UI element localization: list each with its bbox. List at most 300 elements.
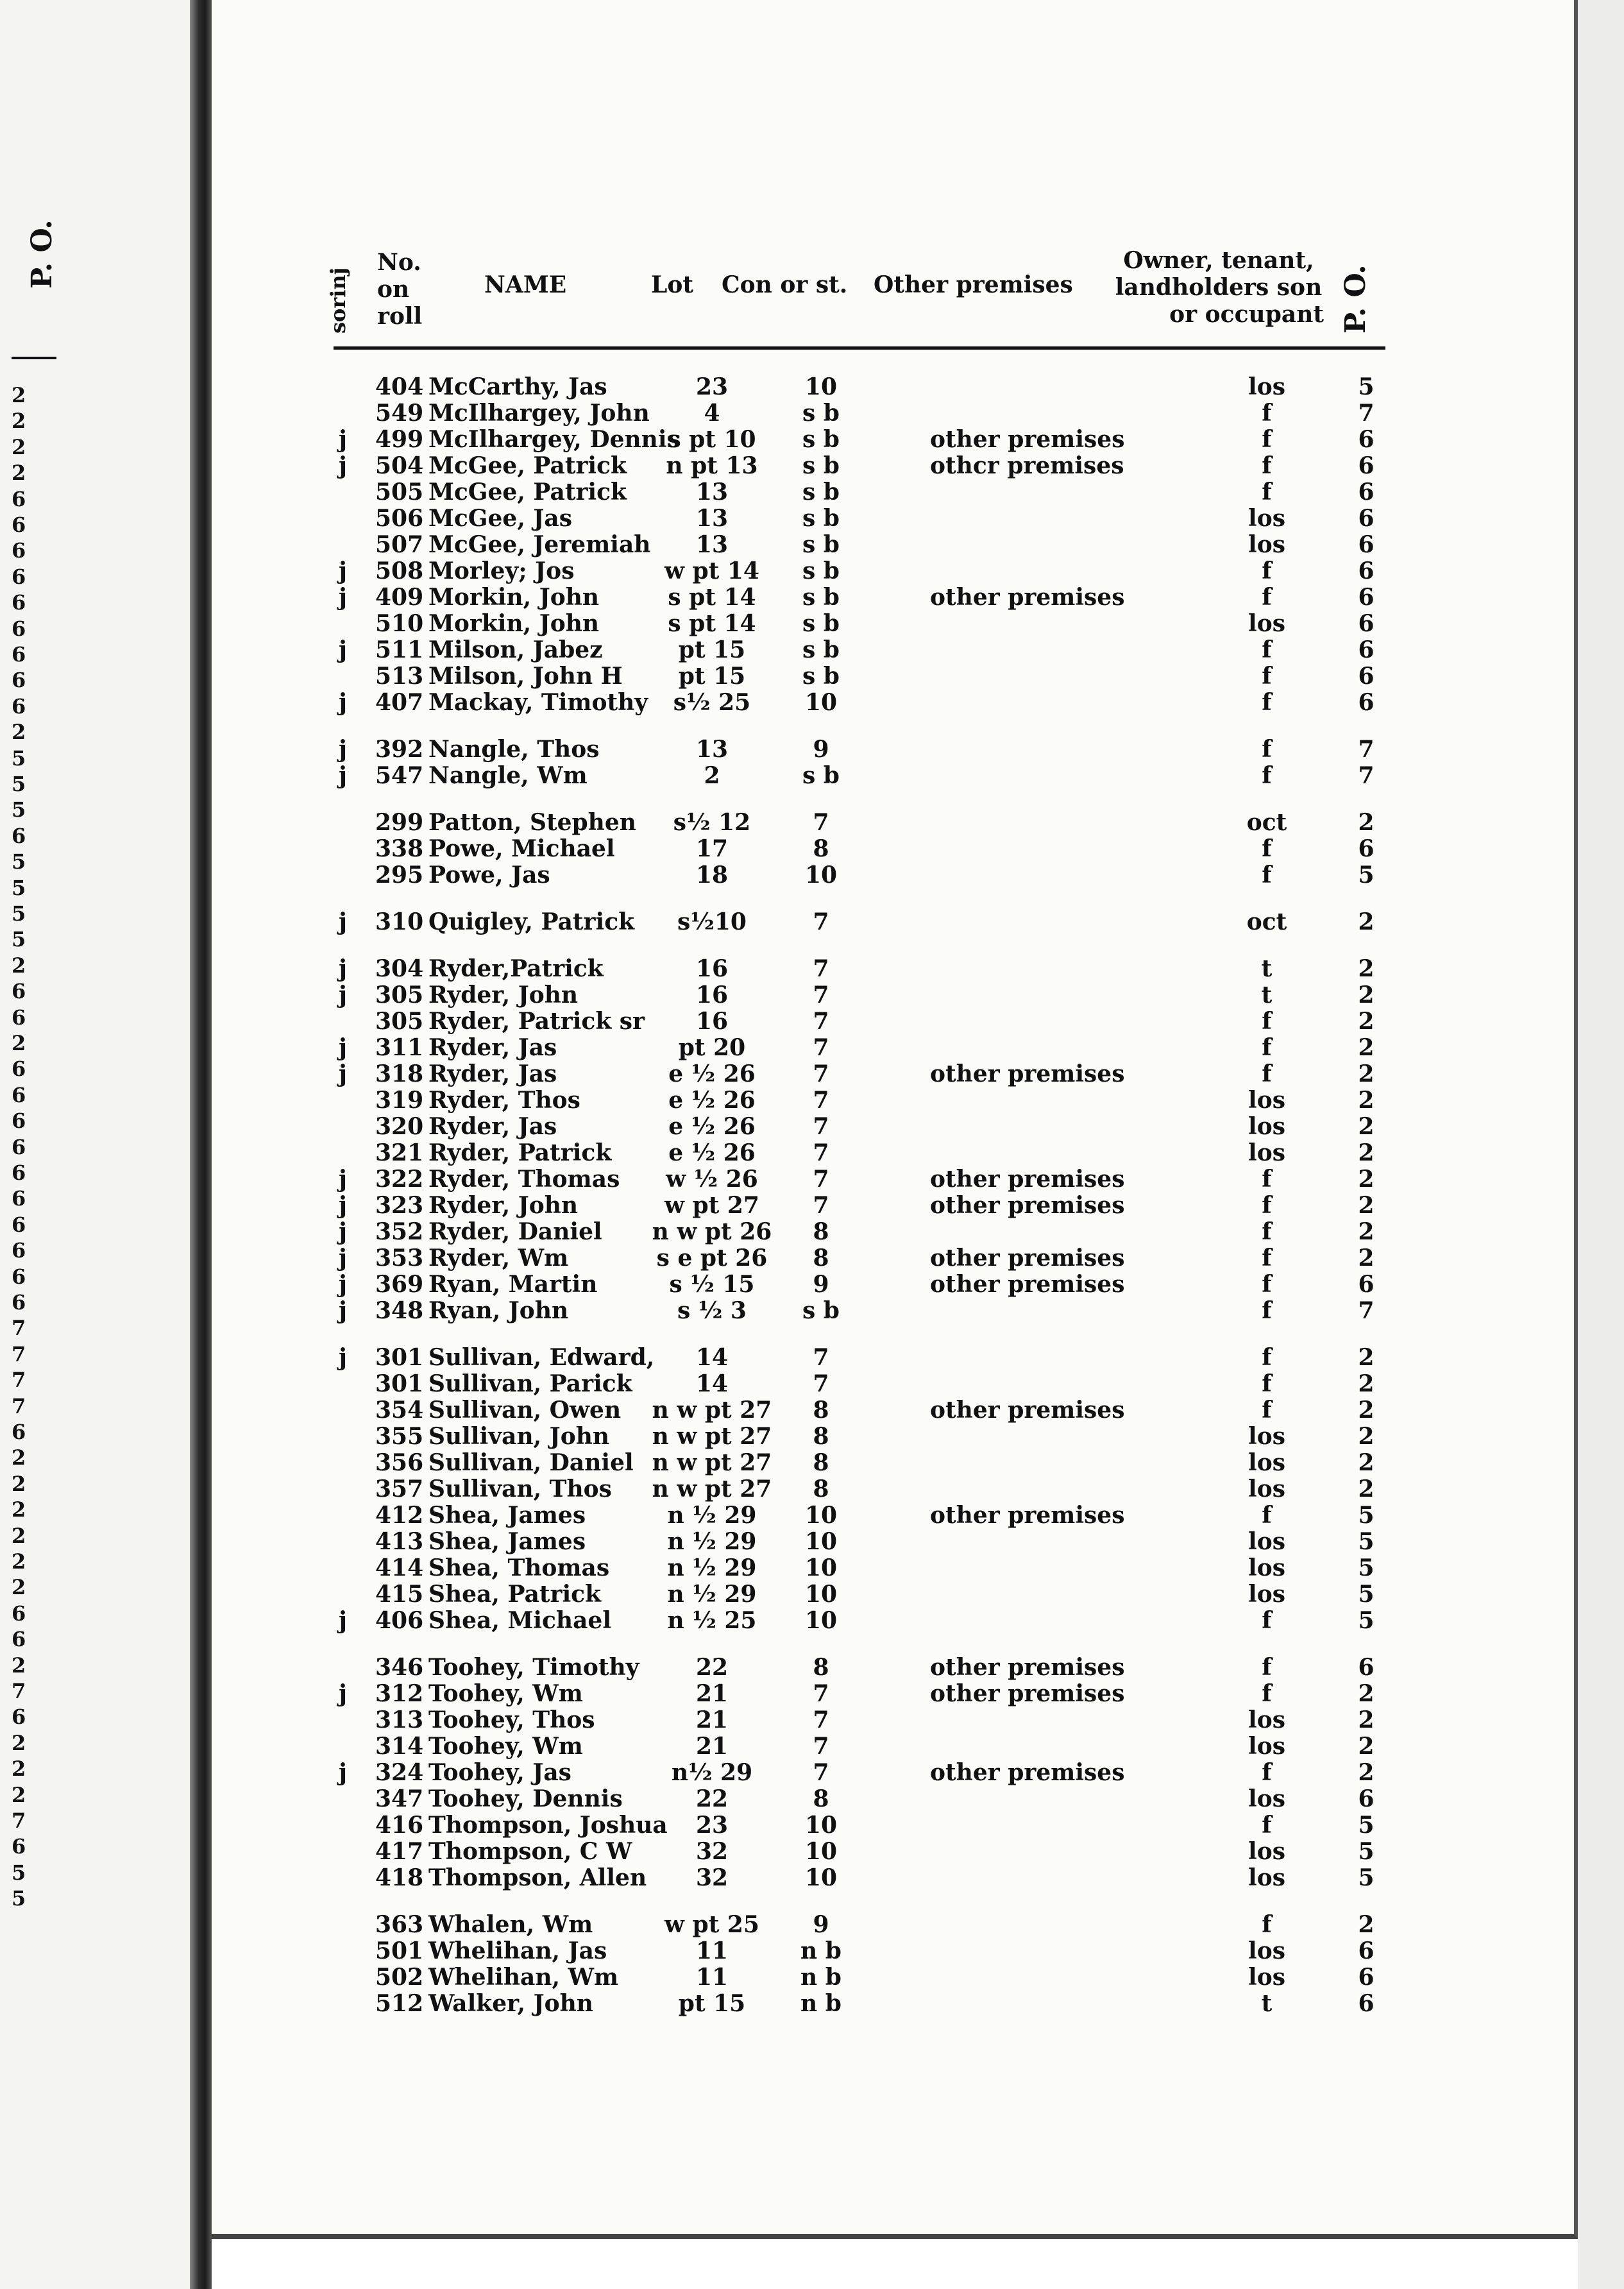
con-cell: s b [802, 531, 840, 558]
con-cell: 10 [804, 373, 838, 400]
left-po-value: 5 [12, 772, 26, 796]
owner-cell: los [1248, 1706, 1285, 1733]
left-po-value: 5 [12, 1886, 26, 1911]
left-po-value: 6 [12, 694, 26, 719]
roll-number: 310 [375, 908, 424, 935]
owner-cell: t [1261, 955, 1273, 982]
table-row [0, 810, 1624, 835]
left-page-po-header: P. O. [26, 219, 58, 289]
owner-cell: los [1248, 1449, 1285, 1476]
sorting-mark: j [339, 1344, 348, 1371]
sorting-mark: j [339, 1034, 348, 1061]
lot-cell: 32 [695, 1838, 729, 1865]
table-row [0, 862, 1624, 888]
left-po-value: 7 [12, 1679, 26, 1703]
po-cell: 6 [1358, 1271, 1374, 1298]
con-cell: 7 [813, 1087, 829, 1114]
sorting-mark: j [339, 689, 348, 716]
name-cell: Ryder, Jas [428, 1034, 557, 1061]
lot-cell: 13 [695, 505, 729, 532]
left-po-value: 2 [12, 1523, 26, 1548]
lot-cell: e ½ 26 [668, 1060, 756, 1087]
po-cell: 2 [1358, 1423, 1374, 1450]
owner-cell: f [1262, 1812, 1272, 1839]
name-cell: Shea, Thomas [428, 1554, 610, 1581]
roll-number: 409 [375, 584, 424, 611]
table-row [0, 1865, 1624, 1891]
table-row [0, 1707, 1624, 1733]
header-roll: roll [377, 303, 423, 330]
roll-number: 304 [375, 955, 424, 982]
po-cell: 2 [1358, 1113, 1374, 1140]
table-row [0, 636, 1624, 667]
lot-cell: 21 [695, 1733, 729, 1760]
roll-number: 338 [375, 835, 424, 862]
con-cell: 10 [804, 1528, 838, 1555]
lot-cell: 11 [695, 1964, 729, 1991]
lot-cell: s pt 10 [668, 426, 756, 453]
table-row [0, 1082, 1624, 1114]
owner-cell: f [1262, 1034, 1272, 1061]
table-row [0, 1730, 1624, 1760]
other-premises-cell: other premises [930, 426, 1125, 453]
owner-cell: los [1248, 505, 1285, 532]
table-row [0, 1938, 1624, 1964]
table-row [0, 1057, 1624, 1087]
table-row [0, 1782, 1624, 1812]
roll-number: 323 [375, 1192, 424, 1219]
roll-number: 501 [375, 1937, 424, 1964]
table-row [0, 1839, 1624, 1864]
name-cell: Toohey, Wm [428, 1680, 583, 1707]
owner-cell: los [1248, 1476, 1285, 1502]
owner-cell: los [1248, 1864, 1285, 1891]
roll-number: 321 [375, 1139, 424, 1166]
roll-number: 305 [375, 982, 424, 1008]
left-po-value: 2 [12, 1445, 26, 1470]
name-cell: Sullivan, Parick [428, 1370, 632, 1397]
owner-cell: los [1248, 373, 1285, 400]
lot-cell: s½ 12 [673, 809, 751, 836]
owner-cell: f [1262, 1297, 1272, 1324]
left-po-value: 6 [12, 590, 26, 615]
left-po-value: 2 [12, 1757, 26, 1782]
owner-cell: los [1248, 1838, 1285, 1865]
table-row [0, 1502, 1624, 1528]
header-lot: Lot [651, 271, 693, 298]
left-po-value: 6 [12, 1834, 26, 1859]
left-po-value: 6 [12, 979, 26, 1004]
po-cell: 2 [1358, 1449, 1374, 1476]
roll-number: 311 [375, 1034, 424, 1061]
table-row [0, 532, 1624, 557]
other-premises-cell: other premises [930, 1271, 1125, 1298]
name-cell: Whelihan, Jas [428, 1937, 607, 1964]
roll-number: 320 [375, 1113, 424, 1140]
left-po-value: 6 [12, 486, 26, 511]
con-cell: s b [802, 479, 840, 506]
con-cell: 8 [813, 1245, 829, 1272]
header-po: P. O. [1339, 264, 1372, 334]
sorting-mark: j [339, 982, 348, 1008]
left-page-rule [12, 357, 56, 359]
table-row [0, 689, 1624, 719]
po-cell: 6 [1358, 610, 1374, 637]
lot-cell: s ½ 3 [677, 1297, 747, 1324]
owner-cell: los [1248, 1139, 1285, 1166]
left-po-value: 6 [12, 1705, 26, 1730]
po-cell: 2 [1358, 1034, 1374, 1061]
lot-cell: n w pt 27 [652, 1397, 772, 1424]
table-row [0, 1964, 1624, 1990]
left-po-value: 6 [12, 668, 26, 693]
lot-cell: 13 [695, 479, 729, 506]
table-row [0, 1581, 1624, 1607]
roll-number: 348 [375, 1297, 424, 1324]
lot-cell: 17 [695, 835, 729, 862]
po-cell: 2 [1358, 1087, 1374, 1114]
con-cell: 7 [813, 1034, 829, 1061]
name-cell: Shea, James [428, 1528, 586, 1555]
roll-number: 506 [375, 505, 424, 532]
table-row [0, 1529, 1624, 1554]
con-cell: 10 [804, 689, 838, 716]
name-cell: Patton, Stephen [428, 809, 636, 836]
owner-cell: f [1262, 1218, 1272, 1245]
po-cell: 2 [1358, 1008, 1374, 1035]
roll-number: 412 [375, 1502, 424, 1529]
header-name: NAME [484, 271, 567, 298]
roll-number: 418 [375, 1864, 424, 1891]
roll-number: 318 [375, 1060, 424, 1087]
name-cell: Shea, James [428, 1502, 586, 1529]
name-cell: Ryder, Thomas [428, 1166, 620, 1193]
table-row [0, 506, 1624, 531]
owner-cell: f [1262, 1271, 1272, 1298]
con-cell: 10 [804, 1502, 838, 1529]
po-cell: 7 [1358, 736, 1374, 763]
con-cell: 7 [813, 1166, 829, 1193]
roll-number: 299 [375, 809, 424, 836]
po-cell: 6 [1358, 835, 1374, 862]
po-cell: 2 [1358, 1476, 1374, 1502]
name-cell: Walker, John [428, 1990, 593, 2017]
con-cell: n b [800, 1964, 842, 1991]
con-cell: 7 [813, 1344, 829, 1371]
lot-cell: s e pt 26 [656, 1245, 768, 1272]
left-po-value: 6 [12, 1212, 26, 1237]
con-cell: n b [800, 1937, 842, 1964]
table-row [0, 584, 1624, 610]
roll-number: 354 [375, 1397, 424, 1424]
sorting-mark: j [339, 1060, 348, 1087]
left-po-value: 2 [12, 720, 26, 745]
left-po-value: 6 [12, 1238, 26, 1263]
name-cell: Ryder, Thos [428, 1087, 580, 1114]
name-cell: Whalen, Wm [428, 1911, 593, 1938]
left-po-value: 2 [12, 409, 26, 434]
owner-cell: f [1262, 835, 1272, 862]
owner-cell: f [1262, 1370, 1272, 1397]
roll-number: 319 [375, 1087, 424, 1114]
name-cell: McGee, Patrick [428, 452, 627, 479]
con-cell: 8 [813, 1785, 829, 1812]
roll-number: 356 [375, 1449, 424, 1476]
sorting-mark: j [339, 1245, 348, 1272]
lot-cell: 14 [695, 1370, 729, 1397]
sorting-mark: j [339, 1759, 348, 1786]
table-row [0, 427, 1624, 452]
po-cell: 6 [1358, 1937, 1374, 1964]
po-cell: 2 [1358, 955, 1374, 982]
left-po-value: 2 [12, 1031, 26, 1055]
con-cell: 7 [813, 809, 829, 836]
roll-number: 547 [375, 762, 424, 789]
name-cell: Sullivan, John [428, 1423, 610, 1450]
name-cell: Toohey, Thos [428, 1706, 595, 1733]
owner-cell: f [1262, 663, 1272, 690]
con-cell: 7 [813, 1370, 829, 1397]
lot-cell: w pt 25 [664, 1911, 759, 1938]
con-cell: s b [802, 636, 840, 663]
roll-number: 508 [375, 557, 424, 584]
con-cell: n b [800, 1990, 842, 2017]
name-cell: Ryan, Martin [428, 1271, 598, 1298]
po-cell: 6 [1358, 479, 1374, 506]
header-sorting: sorinj [326, 267, 350, 334]
name-cell: Sullivan, Owen [428, 1397, 622, 1424]
po-cell: 2 [1358, 1680, 1374, 1707]
lot-cell: pt 15 [678, 663, 746, 690]
name-cell: McIlhargey, Dennis [428, 426, 680, 453]
left-po-value: 6 [12, 1627, 26, 1652]
po-cell: 5 [1358, 373, 1374, 400]
con-cell: s b [802, 452, 840, 479]
roll-number: 369 [375, 1271, 424, 1298]
left-po-value: 6 [12, 1134, 26, 1159]
name-cell: Nangle, Thos [428, 736, 600, 763]
left-po-value: 5 [12, 927, 26, 952]
lot-cell: n ½ 29 [667, 1554, 757, 1581]
roll-number: 417 [375, 1838, 424, 1865]
sorting-mark: j [339, 557, 348, 584]
roll-number: 322 [375, 1166, 424, 1193]
lot-cell: n ½ 29 [667, 1502, 757, 1529]
left-po-value: 6 [12, 1109, 26, 1134]
table-row [0, 453, 1624, 479]
table-row [0, 979, 1624, 1008]
table-row [0, 909, 1624, 935]
roll-number: 510 [375, 610, 424, 637]
owner-cell: f [1262, 736, 1272, 763]
left-po-value: 2 [12, 461, 26, 486]
table-row [0, 953, 1624, 982]
owner-cell: f [1262, 1759, 1272, 1786]
con-cell: 7 [813, 1706, 829, 1733]
left-po-value: 2 [12, 1471, 26, 1496]
roll-number: 301 [375, 1344, 424, 1371]
name-cell: Powe, Jas [428, 862, 550, 889]
lot-cell: pt 20 [678, 1034, 746, 1061]
table-row [0, 558, 1624, 584]
con-cell: 8 [813, 1397, 829, 1424]
left-po-value: 6 [12, 642, 26, 667]
po-cell: 6 [1358, 1964, 1374, 1991]
roll-number: 363 [375, 1911, 424, 1938]
lot-cell: 14 [695, 1344, 729, 1371]
po-cell: 2 [1358, 1192, 1374, 1219]
name-cell: Ryder, John [428, 982, 579, 1008]
con-cell: 7 [813, 1759, 829, 1786]
table-row [0, 1608, 1624, 1633]
po-cell: 5 [1358, 862, 1374, 889]
header-rule [334, 346, 1385, 350]
header-owner-line3: or occupant [1169, 301, 1324, 328]
lot-cell: 21 [695, 1706, 729, 1733]
left-po-value: 5 [12, 849, 26, 874]
con-cell: 10 [804, 1581, 838, 1608]
name-cell: Shea, Patrick [428, 1581, 602, 1608]
roll-number: 507 [375, 531, 424, 558]
roll-number: 305 [375, 1008, 424, 1035]
owner-cell: t [1261, 982, 1273, 1008]
po-cell: 2 [1358, 908, 1374, 935]
con-cell: 10 [804, 1864, 838, 1891]
po-cell: 2 [1358, 1218, 1374, 1245]
owner-cell: f [1262, 1397, 1272, 1424]
name-cell: Quigley, Patrick [428, 908, 635, 935]
lot-cell: w pt 14 [664, 557, 759, 584]
sorting-mark: j [339, 908, 348, 935]
name-cell: Toohey, Dennis [428, 1785, 623, 1812]
table-row [0, 1471, 1624, 1502]
owner-cell: f [1262, 584, 1272, 611]
po-cell: 5 [1358, 1812, 1374, 1839]
lot-cell: n w pt 27 [652, 1423, 772, 1450]
table-row [0, 1140, 1624, 1166]
po-cell: 5 [1358, 1502, 1374, 1529]
lot-cell: 4 [704, 400, 720, 427]
po-cell: 2 [1358, 809, 1374, 836]
table-row [0, 1114, 1624, 1139]
owner-cell: los [1248, 1528, 1285, 1555]
other-premises-cell: other premises [930, 584, 1125, 611]
con-cell: 7 [813, 1113, 829, 1140]
left-po-value: 6 [12, 1186, 26, 1211]
other-premises-cell: other premises [930, 1192, 1125, 1219]
po-cell: 2 [1358, 1166, 1374, 1193]
left-po-value: 6 [12, 616, 26, 641]
table-row [0, 400, 1624, 426]
lot-cell: 22 [695, 1785, 729, 1812]
po-cell: 2 [1358, 1344, 1374, 1371]
lot-cell: 18 [695, 862, 729, 889]
lot-cell: n½ 29 [671, 1759, 753, 1786]
con-cell: s b [802, 400, 840, 427]
table-row [0, 1681, 1624, 1706]
left-po-value: 6 [12, 513, 26, 537]
left-po-value: 2 [12, 1730, 26, 1755]
left-po-value: 5 [12, 901, 26, 926]
owner-cell: oct [1246, 809, 1287, 836]
other-premises-cell: other premises [930, 1654, 1125, 1681]
roll-number: 313 [375, 1706, 424, 1733]
roll-number: 353 [375, 1245, 424, 1272]
po-cell: 2 [1358, 1370, 1374, 1397]
left-po-value: 5 [12, 745, 26, 770]
left-po-value: 2 [12, 1653, 26, 1678]
roll-number: 407 [375, 689, 424, 716]
header-owner-line1: Owner, tenant, [1123, 247, 1314, 274]
lot-cell: 13 [695, 736, 729, 763]
sorting-mark: j [339, 1192, 348, 1219]
sorting-mark: j [339, 1297, 348, 1324]
name-cell: McGee, Jas [428, 505, 573, 532]
left-po-value: 6 [12, 538, 26, 563]
po-cell: 5 [1358, 1581, 1374, 1608]
owner-cell: los [1248, 1785, 1285, 1812]
lot-cell: 2 [704, 762, 720, 789]
owner-cell: f [1262, 862, 1272, 889]
roll-number: 416 [375, 1812, 424, 1839]
sorting-mark: j [339, 426, 348, 453]
con-cell: s b [802, 610, 840, 637]
name-cell: Toohey, Jas [428, 1759, 571, 1786]
con-cell: 7 [813, 1008, 829, 1035]
roll-number: 352 [375, 1218, 424, 1245]
table-row [0, 836, 1624, 862]
con-cell: 7 [813, 1192, 829, 1219]
sorting-mark: j [339, 1271, 348, 1298]
con-cell: 10 [804, 862, 838, 889]
table-row [0, 1166, 1624, 1192]
roll-number: 511 [375, 636, 424, 663]
table-row [0, 374, 1624, 400]
left-po-value: 6 [12, 1057, 26, 1082]
name-cell: Ryder, Daniel [428, 1218, 602, 1245]
po-cell: 2 [1358, 1060, 1374, 1087]
left-po-value: 6 [12, 564, 26, 589]
header-no: No. [377, 249, 421, 276]
po-cell: 6 [1358, 452, 1374, 479]
con-cell: 8 [813, 1654, 829, 1681]
owner-cell: f [1262, 400, 1272, 427]
name-cell: Powe, Michael [428, 835, 615, 862]
table-row [0, 1450, 1624, 1476]
po-cell: 6 [1358, 531, 1374, 558]
name-cell: McIlhargey, John [428, 400, 650, 427]
name-cell: Toohey, Timothy [428, 1654, 639, 1681]
owner-cell: los [1248, 1087, 1285, 1114]
name-cell: Thompson, Allen [428, 1864, 647, 1891]
owner-cell: los [1248, 1554, 1285, 1581]
lot-cell: 16 [695, 955, 729, 982]
name-cell: Milson, John H [428, 663, 623, 690]
lot-cell: 16 [695, 982, 729, 1008]
owner-cell: los [1248, 531, 1285, 558]
con-cell: s b [802, 426, 840, 453]
lot-cell: w pt 27 [664, 1192, 759, 1219]
lot-cell: 23 [695, 373, 729, 400]
po-cell: 2 [1358, 1706, 1374, 1733]
owner-cell: f [1262, 1192, 1272, 1219]
lot-cell: n ½ 25 [667, 1607, 757, 1634]
name-cell: Ryder, Jas [428, 1060, 557, 1087]
roll-number: 404 [375, 373, 424, 400]
other-premises-cell: other premises [930, 1759, 1125, 1786]
po-cell: 6 [1358, 1990, 1374, 2017]
lot-cell: n pt 13 [666, 452, 758, 479]
